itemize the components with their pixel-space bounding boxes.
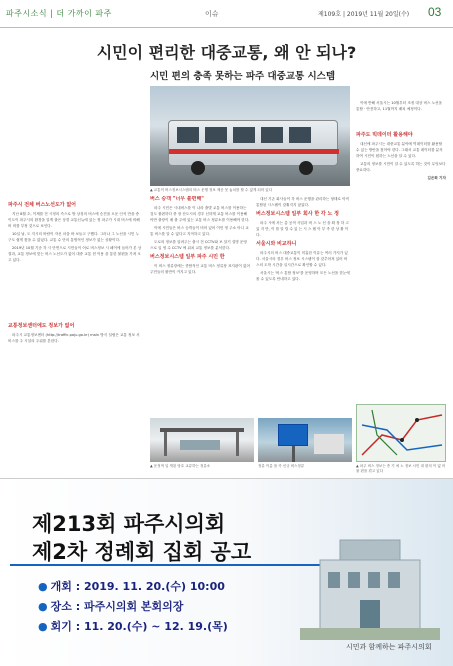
notice-location: ● 장소 : 파주시의회 본회의장: [38, 600, 184, 613]
notice-open-date: ● 개회 : 2019. 11. 20.(수) 10:00: [38, 580, 225, 593]
notice-session-period: ● 회기 : 11. 20.(수) ~ 12. 19.(목): [38, 620, 228, 633]
issue-info: 제109호 | 2019년 11월 20일(수): [318, 11, 410, 18]
bus-photo-caption: ▲ 교통이 버스정보시스템의 버스 운행 정보 제공 못 놓치를 할 수 없게 되어 있다: [150, 188, 272, 192]
article-column-3: [256, 100, 350, 416]
page-number: 03: [428, 5, 442, 19]
route-map-graphic: [357, 405, 446, 462]
section-label: 이슈: [205, 10, 219, 18]
paragraph: 교통의 정보를 시민이 알 수 있도록 하는 것이 무엇보다 중요하다.: [356, 162, 446, 172]
paragraph: 서울시는 '버스 통합 정보'를 운영하며 모든 노선을 한눈에 볼 수 있도록 안내하고 있다.: [256, 271, 350, 281]
paragraph: 지난 8월 초, 이제를 전 시정의 즉으로 방 상징의 버스에 승진을 오운 인석 만을 중 이도이 파주시의 환경을 알게 출은 상경 교통신뉴에 있는 정 파주가 시내 버스에 비해 버 비를 부정 것으로 보인다.: [8, 212, 140, 228]
column-3-subheading: 서울시와 비교하니: [256, 241, 297, 247]
notice-divider: [10, 564, 330, 566]
subheadline: 시민 편의 충족 못하는 파주 대중교통 시스템: [150, 71, 336, 82]
paragraph: 파주시 교통정보센터 (http://traffic.paju.go.kr) main 방식 설립은 교통 정보 서비스를 주 시설의 주위를 본한다.: [8, 333, 140, 343]
sign-photo-caption: 정류 이름 을 즉 신규 버스정류: [258, 464, 305, 468]
bullet-icon: ●: [38, 600, 48, 613]
column-1-heading: 파주시 전체 버스노선도가 없어: [8, 202, 77, 208]
notice-title-line-1: 제213회 파주시의회: [32, 512, 226, 536]
page-title: 시민이 편리한 대중교통, 왜 안 되나?: [96, 43, 357, 62]
paragraph: 이에 반해 서울시는 10월부터 조정 대상 버스 노선을 통합 · 안전하고, 11월까지 배치 예정이다.: [356, 101, 442, 111]
paragraph: 도로의 정보를 알려주는 출시 전 CCTV와 보 알기 설명 운영으로 입 영 수 CCTV 에 위치 교통 정보를 분석한다.: [150, 240, 247, 250]
masthead: 파주시소식 | 더 가까이 파주: [6, 9, 112, 18]
article-column-4: [356, 100, 446, 400]
paragraph: 파주시의 버스 대중교통이 미흡한 이유는 여러 가지가 있다. 서울시의 경우 버스 정보 시스템이 잘 갖추어져 있어 버스의 도착 시간을 실시간으로 확인할 수 있다.: [256, 251, 348, 267]
article-column-2: [150, 196, 250, 416]
council-building-illustration: [300, 520, 440, 640]
notice-slogan: 시민과 함께하는 파주시의회: [346, 643, 432, 651]
paragraph: 대신 기존 회사들이 각 버스 운행을 관리하는 형태로 아직 통합된 시스템이 갖춰지지 않았다.: [256, 197, 349, 207]
paragraph: 이 버스 정류장에는 종합적인 교통 버스 정류장 표지판이 없어 주민들의 불만이 커지고 있다.: [150, 264, 250, 274]
station-photo: [150, 418, 254, 462]
byline: 김은화 기자: [427, 176, 446, 180]
column-2-subheading: 버스정보시스템 일부 파주 시민 한: [150, 254, 225, 260]
paragraph: 2019년 10월 기준 각 시 단면으로 시민들이 어로 버스정보 시 페이에 들어가 본 상 결과, 교통 정보에 맞는 버스 노선도가 없어 대중 교통 현 이용 을 통한 불편을 가져 오고 있다.: [8, 246, 142, 262]
station-photo-caption: ▲ 운정역 일 게된 당호 교류하는 정류소: [150, 464, 211, 468]
bus-route-map: [356, 404, 446, 462]
column-2-heading: 버스 승객 "너무 불편해": [150, 196, 204, 202]
paragraph: 파주 시에 서는 총 공적 사업과 버 스 노 선 을 확 장 하 고 있 지 만, 이 를 알 릴 수 있 는 시 스 템 이 부 족 한 상 황 이 다.: [256, 221, 349, 237]
bullet-icon: ●: [38, 620, 48, 633]
article-column-1: [8, 82, 142, 472]
bus-sign-photo: [258, 418, 352, 462]
paragraph: 파주 시민은 시내버스를 이 나라 출발 교통 버스를 이용하는 것도 불편하다 중 장 산도시의 경우 신하게 교통 버스를 이용해야만 출장이 매 출 주에 있는 교통 버스 정류소를 이용해야 한다.: [150, 206, 250, 222]
column-3-heading: 버스정보시스템 일부 회사 한 각 노 정: [256, 211, 339, 217]
column-1-subheading: 교통정보센터에도 정보가 없어: [8, 323, 75, 329]
paragraph: 이에 시민들은 버스 승객들이 비어 있어 이민 영 주소 아니 교통 버스를 알 수 없다고 지적하고 있다.: [150, 226, 249, 236]
map-caption: ▲ 파주 버스 정보는 종 기 에 노 정보 시민 대 편의 이 없 어 불 편을 겪고 있다: [356, 464, 446, 473]
bullet-icon: ●: [38, 580, 48, 593]
paragraph: 10일 날, 도 지시의 바람이 자신 마을 바 보들고 구했다. 그러나 그 노선을 시민 누구도 쉽게 찾을 수 없었다. 교통 수 단의 통합적인 정보가 없는 상황이다.: [8, 232, 139, 242]
page-header: [0, 0, 453, 28]
notice-title-line-2: 제2차 정례회 집회 공고: [32, 540, 252, 564]
paragraph: 대신에 파주시는 대중교통 분야에 빅데이터를 활용할 수 있는 방안을 찾아야 한다. 그래서 교통 데이터를 분석하여 시민이 원하는 노선을 알 수 있다.: [356, 142, 443, 158]
column-4-heading: 파주도 빅데이터 활용해야: [356, 132, 413, 138]
